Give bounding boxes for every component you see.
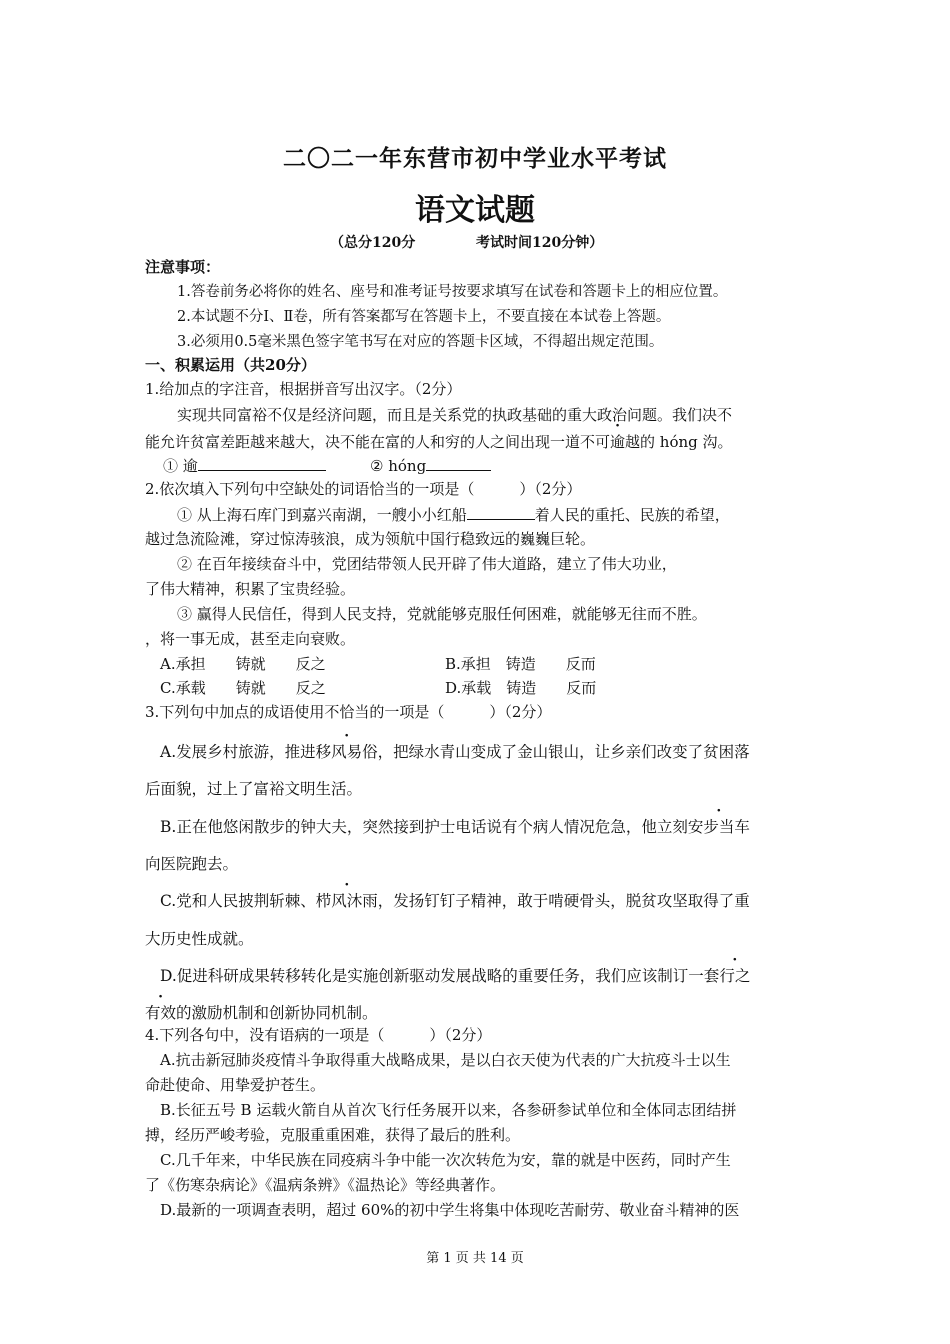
q4-option-c-line-1: C.几千年来，中华民族在同疫病斗争中能一次次转危为安，靠的就是中医药，同时产生 bbox=[160, 1151, 731, 1169]
subject-title: 语文试题 bbox=[415, 193, 535, 228]
q3-option-d-line-1: D.促进科研成果转移转化是实施创新驱动发展战略的重要任务，我们应该制订一套行之 bbox=[160, 967, 751, 985]
section-1-heading: 一、积累运用（共20分） bbox=[145, 356, 316, 374]
answer-line bbox=[198, 454, 326, 471]
page-footer: 第 1 页 共 14 页 bbox=[426, 1251, 524, 1266]
answer-line bbox=[426, 454, 491, 471]
q2-option-d: D.承载 铸造 反而 bbox=[445, 679, 597, 697]
q2-sentence-1-line-1: ① 从上海石库门到嘉兴南湖，一艘小小红船 着人民的重托、民族的希望， bbox=[177, 503, 730, 525]
q3-option-d-line-2: 有效的激励机制和创新协同机制。 bbox=[145, 1004, 378, 1022]
q2-sentence-2-line-2: 了伟大精神，积累了宝贵经验。 bbox=[145, 580, 356, 598]
q3-option-c-line-1: C.党和人民披荆斩棘、栉风沐雨，发扬钉钉子精神，敢于啃硬骨头，脱贫攻坚取得了重 bbox=[160, 892, 750, 910]
q3-stem: 3.下列句中加点的成语使用不恰当的一项是（ ）（2分） bbox=[145, 703, 552, 721]
emphasis-dot-phrase: 移风易俗 bbox=[315, 743, 378, 761]
q3-option-c-line-2: 大历史性成就。 bbox=[145, 930, 254, 948]
q4-option-b-line-2: 搏，经历严峻考验，克服重重困难，获得了最后的胜利。 bbox=[145, 1126, 521, 1144]
q4-option-c-line-2: 了《伤寒杂病论》《温病条辨》《温热论》等经典著作。 bbox=[145, 1176, 506, 1194]
emphasis-dot-phrase: 行之 bbox=[719, 967, 751, 985]
q2-sentence-3-line-1: ③ 赢得人民信任，得到人民支持，党就能够克服任何困难，就能够无往而不胜。 bbox=[177, 605, 707, 623]
q1-blank-2: ② hóng bbox=[370, 454, 491, 475]
q2-option-c: C.承载 铸就 反之 bbox=[160, 679, 326, 697]
exam-title: 二〇二一年东营市初中学业水平考试 bbox=[283, 145, 667, 172]
q3-option-a-line-2: 后面貌，过上了富裕文明生活。 bbox=[145, 780, 363, 798]
q2-option-a: A.承担 铸就 反之 bbox=[160, 655, 326, 673]
emphasis-dot-phrase: 安步当车 bbox=[687, 818, 750, 836]
q2-option-b: B.承担 铸造 反而 bbox=[445, 655, 596, 673]
q4-option-d-line-1: D.最新的一项调查表明，超过 60%的初中学生将集中体现吃苦耐劳、敬业奋斗精神的医 bbox=[160, 1201, 740, 1219]
notice-item-3: 3.必须用0.5毫米黑色签字笔书写在对应的答题卡区域，不得超出规定范围。 bbox=[177, 334, 664, 350]
notice-heading: 注意事项： bbox=[145, 258, 221, 276]
q2-sentence-1-line-2: 越过急流险滩，穿过惊涛骇浪，成为领航中国行稳致远的巍巍巨轮。 bbox=[145, 530, 596, 548]
q1-passage-line-1: 实现共同富裕不仅是经济问题，而且是关系党的执政基础的重大政治问题。我们决不 bbox=[177, 406, 733, 424]
emphasis-dot-char: 逾 bbox=[610, 433, 626, 451]
q4-option-a-line-1: A.抗击新冠肺炎疫情斗争取得重大战略成果，是以白衣天使为代表的广大抗疫斗士以生 bbox=[160, 1051, 731, 1069]
q2-stem: 2.依次填入下列句中空缺处的词语恰当的一项是（ ）（2分） bbox=[145, 480, 582, 498]
answer-line bbox=[467, 503, 535, 520]
q4-stem: 4.下列各句中，没有语病的一项是（ ）（2分） bbox=[145, 1026, 492, 1044]
q1-blank-1: ① 逾 bbox=[163, 454, 326, 476]
q3-option-b-line-1: B.正在他悠闲散步的钟大夫，突然接到护士电话说有个病人情况危急，他立刻安步当车 bbox=[160, 818, 750, 836]
q1-stem: 1.给加点的字注音，根据拼音写出汉字。（2分） bbox=[145, 380, 462, 398]
q4-option-a-line-2: 命赴使命、用挚爱护苍生。 bbox=[145, 1076, 326, 1094]
time-info: 考试时间120分钟） bbox=[476, 235, 604, 251]
q2-sentence-3-line-2: ，将一事无成，甚至走向衰败。 bbox=[145, 630, 356, 648]
q3-option-a-line-1: A.发展乡村旅游，推进移风易俗，把绿水青山变成了金山银山，让乡亲们改变了贫困落 bbox=[160, 743, 750, 761]
q4-option-b-line-1: B.长征五号 B 运载火箭自从首次飞行任务展开以来，各参研参试单位和全体同志团结拼 bbox=[160, 1101, 737, 1119]
notice-item-2: 2.本试题不分Ⅰ、Ⅱ卷，所有答案都写在答题卡上，不要直接在本试卷上答题。 bbox=[177, 309, 671, 325]
q1-passage-line-2: 能允许贫富差距越来越大，决不能在富的人和穷的人之间出现一道不可逾越的 hóng 沟。 bbox=[145, 433, 733, 451]
emphasis-dot-phrase: 栉风沐雨 bbox=[315, 892, 378, 910]
q3-option-b-line-2: 向医院跑去。 bbox=[145, 855, 239, 873]
emphasis-dot-phrase: 有效 bbox=[145, 1004, 177, 1022]
score-info: （总分120分 bbox=[330, 235, 416, 251]
notice-item-1: 1.答卷前务必将你的姓名、座号和准考证号按要求填写在试卷和答题卡上的相应位置。 bbox=[177, 284, 728, 300]
q2-sentence-2-line-1: ② 在百年接续奋斗中，党团结带领人民开辟了伟大道路，建立了伟大功业， bbox=[177, 555, 677, 573]
